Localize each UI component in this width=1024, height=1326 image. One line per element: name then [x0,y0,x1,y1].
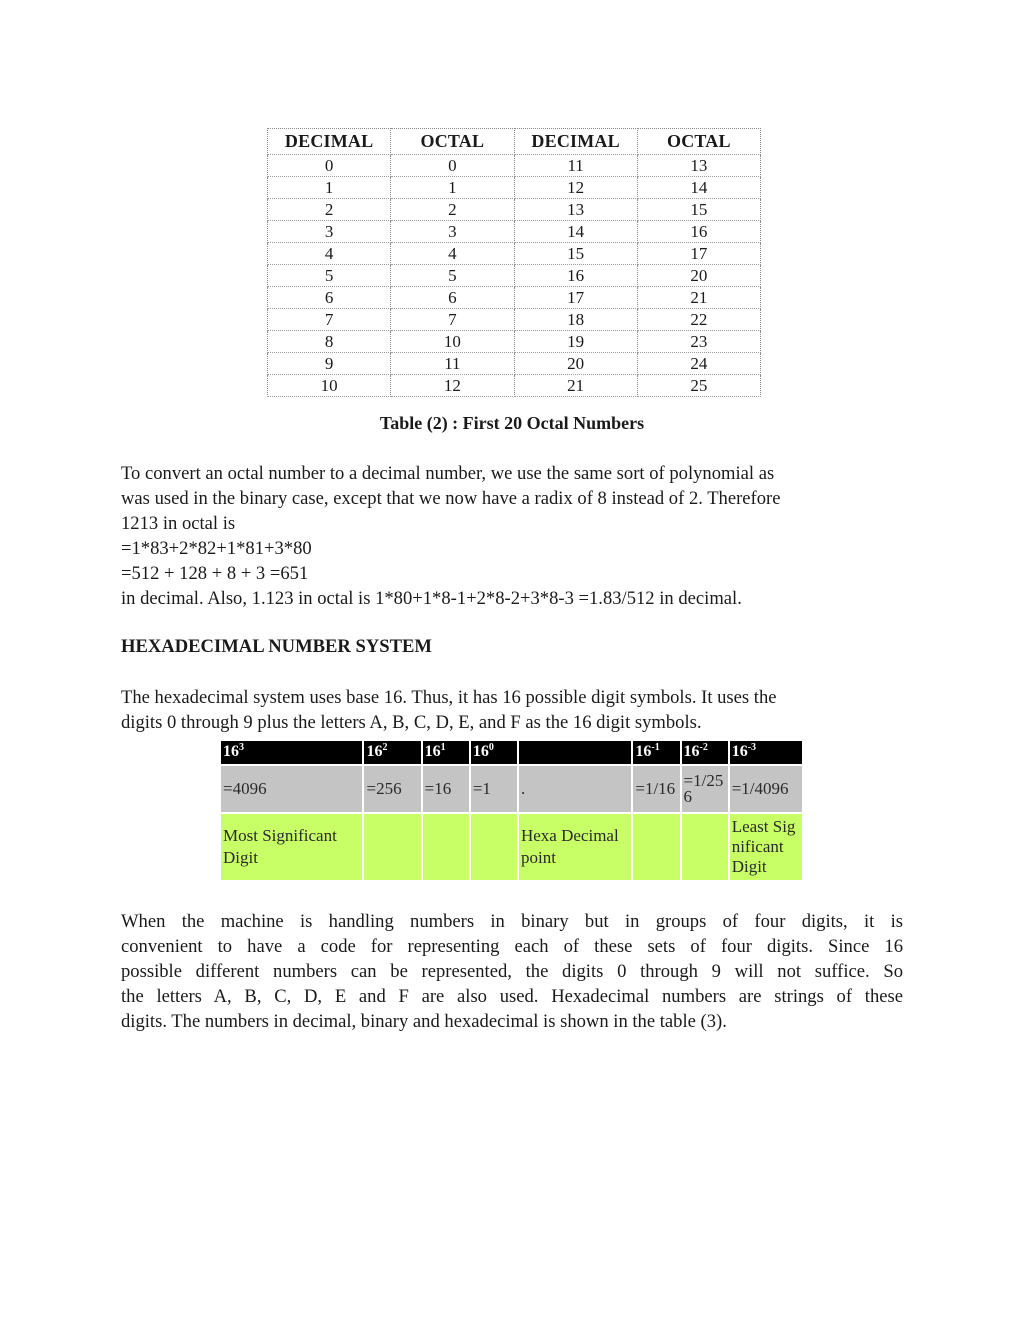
hex-label-cell [423,814,469,880]
table-row [268,155,761,177]
table-cell: 13 [514,199,637,221]
table-cell: 24 [637,353,760,375]
table-cell: 6 [391,287,514,309]
power-exponent: -1 [651,742,660,754]
table-cell: 1 [391,177,514,199]
hex-value-cell: =1 [471,766,517,812]
table-cell: 2 [268,199,391,221]
text-line: The hexadecimal system uses base 16. Thus, it has 16 possible digit symbols. It uses the [121,687,777,708]
text-line: was used in the binary case, except that we now have a radix of 8 instead of 2. Therefore [121,488,781,509]
table-cell: 3 [391,221,514,243]
hex-explanation-paragraph [121,909,903,1034]
hex-powers-row [221,741,802,764]
table-cell: 20 [637,265,760,287]
hex-value-cell: =1/4096 [730,766,802,812]
power-exponent: 1 [440,742,446,754]
hex-value-cell: =256 [364,766,420,812]
table-cell: 7 [391,309,514,331]
table-cell: 0 [268,155,391,177]
table-cell: 22 [637,309,760,331]
power-exponent: 2 [382,742,388,754]
power-base: 16 [223,743,239,761]
text-line: =1*83+2*82+1*81+3*80 [121,538,312,559]
table-cell: 10 [268,375,391,397]
octal-table-body [268,155,761,397]
table-cell: 10 [391,331,514,353]
hex-label-cell: Hexa Decimal point [519,814,631,880]
table-cell: 19 [514,331,637,353]
hex-power-cell [364,741,420,764]
table-cell: 21 [514,375,637,397]
octal-table-header: OCTAL [637,129,760,155]
hex-labels-row [221,814,802,880]
power-exponent: 3 [239,742,244,754]
octal-table-header: DECIMAL [514,129,637,155]
hex-value-cell: =16 [423,766,469,812]
table-cell: 14 [514,221,637,243]
table-cell: 15 [514,243,637,265]
text-line: 1213 in octal is [121,513,236,534]
hex-intro-paragraph [121,685,903,735]
table-cell: 8 [268,331,391,353]
power-exponent: 0 [488,742,494,754]
octal-table-header: OCTAL [391,129,514,155]
table-cell: 12 [391,375,514,397]
text-line: To convert an octal number to a decimal number, we use the same sort of polynomial as [121,463,775,484]
hex-value-cell: . [519,766,631,812]
hex-power-cell [423,741,469,764]
hex-power-cell [633,741,679,764]
table-cell: 11 [391,353,514,375]
text-line: digits 0 through 9 plus the letters A, B, C, D, E, and F as the 16 digit symbols. [121,712,702,733]
text-line: in decimal. Also, 1.123 in octal is 1*80+1*8-1+2*8-2+3*8-3 =1.83/512 in decimal. [121,588,742,609]
table-cell: 16 [637,221,760,243]
table-cell: 16 [514,265,637,287]
table-cell: 7 [268,309,391,331]
table-cell: 17 [637,243,760,265]
table-cell: 25 [637,375,760,397]
table-cell: 6 [268,287,391,309]
power-exponent: -2 [699,742,708,754]
table-cell: 1 [268,177,391,199]
hex-power-cell [519,741,631,764]
table-cell: 20 [514,353,637,375]
table-cell: 18 [514,309,637,331]
text-line: digits. The numbers in decimal, binary and hexadecimal is shown in the table (3). [121,1011,727,1032]
table-row [268,287,761,309]
hex-label-cell [364,814,420,880]
table-row [268,199,761,221]
table-cell: 13 [637,155,760,177]
power-exponent: -3 [747,742,757,754]
table-row [268,309,761,331]
hex-power-cell [471,741,517,764]
power-base: 16 [366,743,383,761]
section-heading: HEXADECIMAL NUMBER SYSTEM [121,636,432,657]
hex-label-cell: Most Significant Digit [221,814,362,880]
table-row [268,177,761,199]
power-base: 16 [731,743,748,761]
hex-place-value-table [219,739,804,882]
table-cell: 14 [637,177,760,199]
octal-table [267,128,761,397]
hex-power-cell [682,741,728,764]
table-cell: 5 [391,265,514,287]
table-cell: 4 [268,243,391,265]
table-cell: 4 [391,243,514,265]
hex-label-cell [682,814,728,880]
table-cell: 0 [391,155,514,177]
text-line: possible different numbers can be represented, the digits 0 through 9 will not suffice. So [121,961,903,982]
table-row [268,375,761,397]
octal-table-header-row [268,129,761,155]
hex-label-cell: Least Significant Digit [730,814,802,880]
text-line: =512 + 128 + 8 + 3 =651 [121,563,309,584]
power-base: 16 [683,743,700,761]
text-line: the letters A, B, C, D, E and F are also used. Hexadecimal numbers are strings of these [121,986,903,1007]
hex-values-row [221,766,802,812]
table-cell: 15 [637,199,760,221]
text-line: convenient to have a code for representing each of these sets of four digits. Since 16 [121,936,903,957]
table-cell: 17 [514,287,637,309]
power-base: 16 [424,743,441,761]
hex-label-cell [633,814,679,880]
hex-value-cell: =1/256 [682,766,728,812]
power-base: 16 [472,743,489,761]
table-cell: 3 [268,221,391,243]
hex-value-cell: =1/16 [633,766,679,812]
octal-table-header: DECIMAL [268,129,391,155]
table-cell: 23 [637,331,760,353]
hex-label-cell [471,814,517,880]
table-row [268,243,761,265]
table-row [268,353,761,375]
octal-conversion-paragraph [121,461,903,611]
table-cell: 9 [268,353,391,375]
table-row [268,331,761,353]
text-line: When the machine is handling numbers in binary but in groups of four digits, it is [121,911,903,932]
table-cell: 2 [391,199,514,221]
table-cell: 21 [637,287,760,309]
hex-value-cell: =4096 [221,766,362,812]
hex-power-cell [730,741,802,764]
table-cell: 12 [514,177,637,199]
power-base: 16 [635,743,652,761]
table-cell: 5 [268,265,391,287]
table-row [268,221,761,243]
table-row [268,265,761,287]
hex-power-cell [221,741,362,764]
table-cell: 11 [514,155,637,177]
octal-table-caption: Table (2) : First 20 Octal Numbers [379,413,645,433]
